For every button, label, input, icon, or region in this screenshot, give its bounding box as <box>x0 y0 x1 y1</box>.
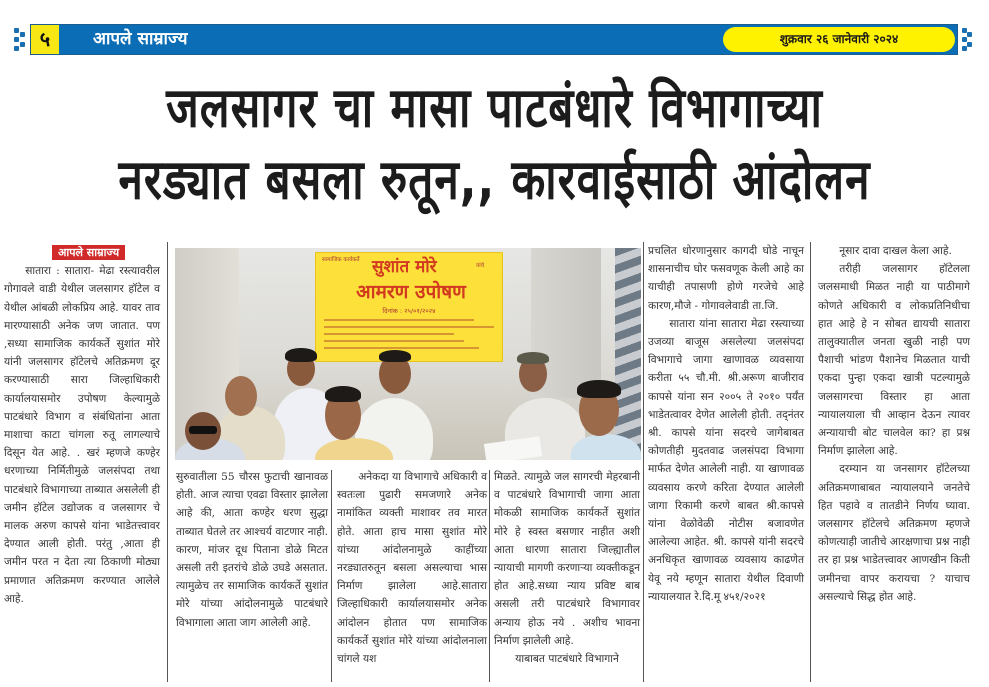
article-column-3 <box>337 468 487 668</box>
article-paragraph: दरम्यान या जनसागर हॉटेलच्या अतिक्रमणाबाबत न्यायालयाने जनतेचे हित पहावे व तातडीने निर्णय घ्यावा. जलसागर हॉटेलचे अतिक्रमण म्हणजे कोणत्याही जातीचे आरक्षणाचा प्रश्न नाही तर हा प्रश्न भाडेतत्त्वावर आणखीन किती जमीनचा वापर करायचा ? याचाच असल्याचे सिद्ध होत आहे. <box>818 463 970 603</box>
article-column-6 <box>818 242 970 606</box>
article-paragraph: प्रचलित धोरणानुसार कागदी घोडे नाचून शासनाचीच घोर फसवणूक केली आहे का याचीही तपासणी होणे गरजेचे आहे कारण,मौजे - गोगावलेवाडी ता.जि. <box>648 245 804 312</box>
column-divider <box>489 470 490 682</box>
column-divider <box>810 242 811 682</box>
protest-photo <box>175 248 641 460</box>
article-paragraph: तरीही जलसागर हॉटेलला जलसमाधी मिळत नाही या पाठीमागे कोणते अधिकारी व लोकप्रतिनिधीचा हात आहे हे न सोबत द्यायची सातारा तालुक्यातील जनता खुळी नाही पण पैशाची भांडण पैशानेच मिळतात याची एकदा पुन्हा एकदा खात्री पटल्यामुळे जलसागरचा विस्तार हा आता न्यायालयाला ची आव्हान देऊन त्यावर अन्यायाची बोट चालवेल का? हा प्रश्न निर्माण झालेला आहे. <box>818 263 970 458</box>
banner-name-suffix: यांचे <box>476 263 485 269</box>
article-paragraph: मिळते. त्यामुळे जल सागरची मेहरबानी व पाटबंधारे विभागाची जागा आता मोकळी सामाजिक कार्यकर्ते सुशांत मोरे हे स्वस्त बसणार नाहीत अशी आता धारणा सातारा जिल्ह्यातील न्यायाची मागणी करणाऱ्या व्यक्तीकडून होत आहे.सध्या न्याय प्रविष्ट बाब असली तरी पाटबंधारे विभागावर अन्याय होऊ नये . अशीच भावना निर्माण झालेली आहे. <box>494 471 640 647</box>
banner-decoration-right <box>962 24 972 56</box>
article-column-1 <box>4 244 160 608</box>
section-name: आपले साम्राज्य <box>93 29 188 49</box>
issue-date: शुक्रवार २६ जानेवारी २०२४ <box>723 27 955 52</box>
protest-banner <box>315 252 503 362</box>
headline <box>0 76 989 213</box>
column-divider <box>167 242 168 682</box>
article-column-2 <box>176 468 328 632</box>
article-paragraph: अनेकदा या विभागाचे अधिकारी व स्वतःला पुढारी समजणारे अनेक नामांकित व्यक्ती माशावर तव मारत होते. आता हाच मासा सुशांत मोरे यांच्या आंदोलनामुळे काहींच्या नरड्यातरुतून बसला असल्याचा भास निर्माण झालेला आहे.सातारा जिल्हाधिकारी कार्यालयासमोर अनेक आंदोलन होतात पण सामाजिक कार्यकर्ते सुशांत मोरे यांच्या आंदोलनाला चांगले यश <box>337 471 487 666</box>
article-paragraph: सातारा यांना सातारा मेढा रस्त्याच्या उजव्या बाजूस असलेल्या जलसंपदा विभागाचे जागा खाणावळ व्यवसाया करीता ५५ चौ.मी. श्री.अरूण बाजीराव कापसे यांना सन २००५ ते २०१० पर्यंत भाडेतत्वावर देणेत आलेली होती. तद्नंतर श्री. कापसे यांना सदरचे जागेबाबत कोणतीही मुदतवाढ जलसंपदा विभागा मार्फत देणेत आलेली नाही. या खाणावळ व्यवसाय करणे करिता देण्यात आलेली जागा रिकामी करणे बाबत श्री.कापसे यांना वेळोवेळी नोटीस बजावणेत आलेल्या आहेत. श्री. कापसे यांनी सदरचे अनधिकृत खाणावळ व्यवसाय काढणेत येवू नये म्हणून सातारा येथील दिवाणी न्यायालयात रे.दि.मू ४५१/२०२१ <box>648 317 804 603</box>
column-divider <box>643 242 644 682</box>
page-number: ५ <box>31 25 59 54</box>
banner-decoration-left <box>14 24 24 56</box>
article-column-4 <box>494 468 640 668</box>
column-divider <box>331 470 332 682</box>
article-column-5 <box>648 242 804 606</box>
banner-title: आमरण उपोषण <box>356 281 466 303</box>
banner-name: सुशांत मोरे <box>372 257 437 277</box>
headline-line-2: नरड्यात बसला रुतून,, कारवाईसाठी आंदोलन <box>118 148 871 213</box>
banner-date: दिनांक : २५/०१/२०२४ <box>382 307 436 315</box>
banner-small-text: सामाजिक कार्यकर्ते <box>322 257 360 263</box>
article-paragraph: याबाबत पाटबंधारे विभागाने <box>515 653 619 666</box>
section-banner <box>30 24 958 55</box>
article-kicker: आपले साम्राज्य <box>52 245 125 260</box>
article-paragraph: नूसार दावा दाखल केला आहे. <box>839 245 952 257</box>
article-paragraph: सातारा : सातारा- मेढा रस्त्यावरील गोगावले वाडी येथील जलसागर हॉटेल व येथील आंबळी लोकप्रिय आहे. यावर ताव मारण्यासाठी अनेक जण जातात. पण ,सध्या सामाजिक कार्यकर्ते सुशांत मोरे यांनी जलसागर हॉटेलचे अतिक्रमण दूर करण्यासाठी सारा जिल्हाधिकारी कार्यालयासमोर उपोषण केल्यामुळे पाटबंधारे विभाग व संबंधितांना आता माशाचा काटा चांगला रुतू लागल्याचे दिसून येत आहे. . खरं म्हणजे कण्हेर धरणाच्या निर्मितीमुळे जलसंपदा तथा पाटबंधारे विभागाच्या ताब्यात असलेली ही जमीन हॉटेल उद्योजक व जलसागर चे मालक अरुण कापसे यांना भाडेतत्त्वावर देण्यात आली होती. परंतु ,आता ही जमीन परत न देता त्या ठिकाणी मोठ्या प्रमाणात अतिक्रमण करण्यात आलेले आहे. <box>4 265 160 605</box>
headline-line-1: जलसागर चा मासा पाटबंधारे विभागाच्या <box>166 76 823 141</box>
article-paragraph: सुरुवातीला 55 चौरस फुटाची खानावळ होती. आज त्याचा एवढा विस्तार झालेला आहे की, आता कण्हेर धरण सुद्धा ताब्यात घेतले तर आश्चर्य वाटणार नाही. कारण, मांजर दूध पिताना डोळे मिटत असली तरी इतरांचे डोळे उघडे असतात. त्यामुळेच तर सामाजिक कार्यकर्ते सुशांत मोरे यांच्या आंदोलनामुळे पाटबंधारे विभागाला आता जाग आलेली आहे. <box>176 471 328 629</box>
